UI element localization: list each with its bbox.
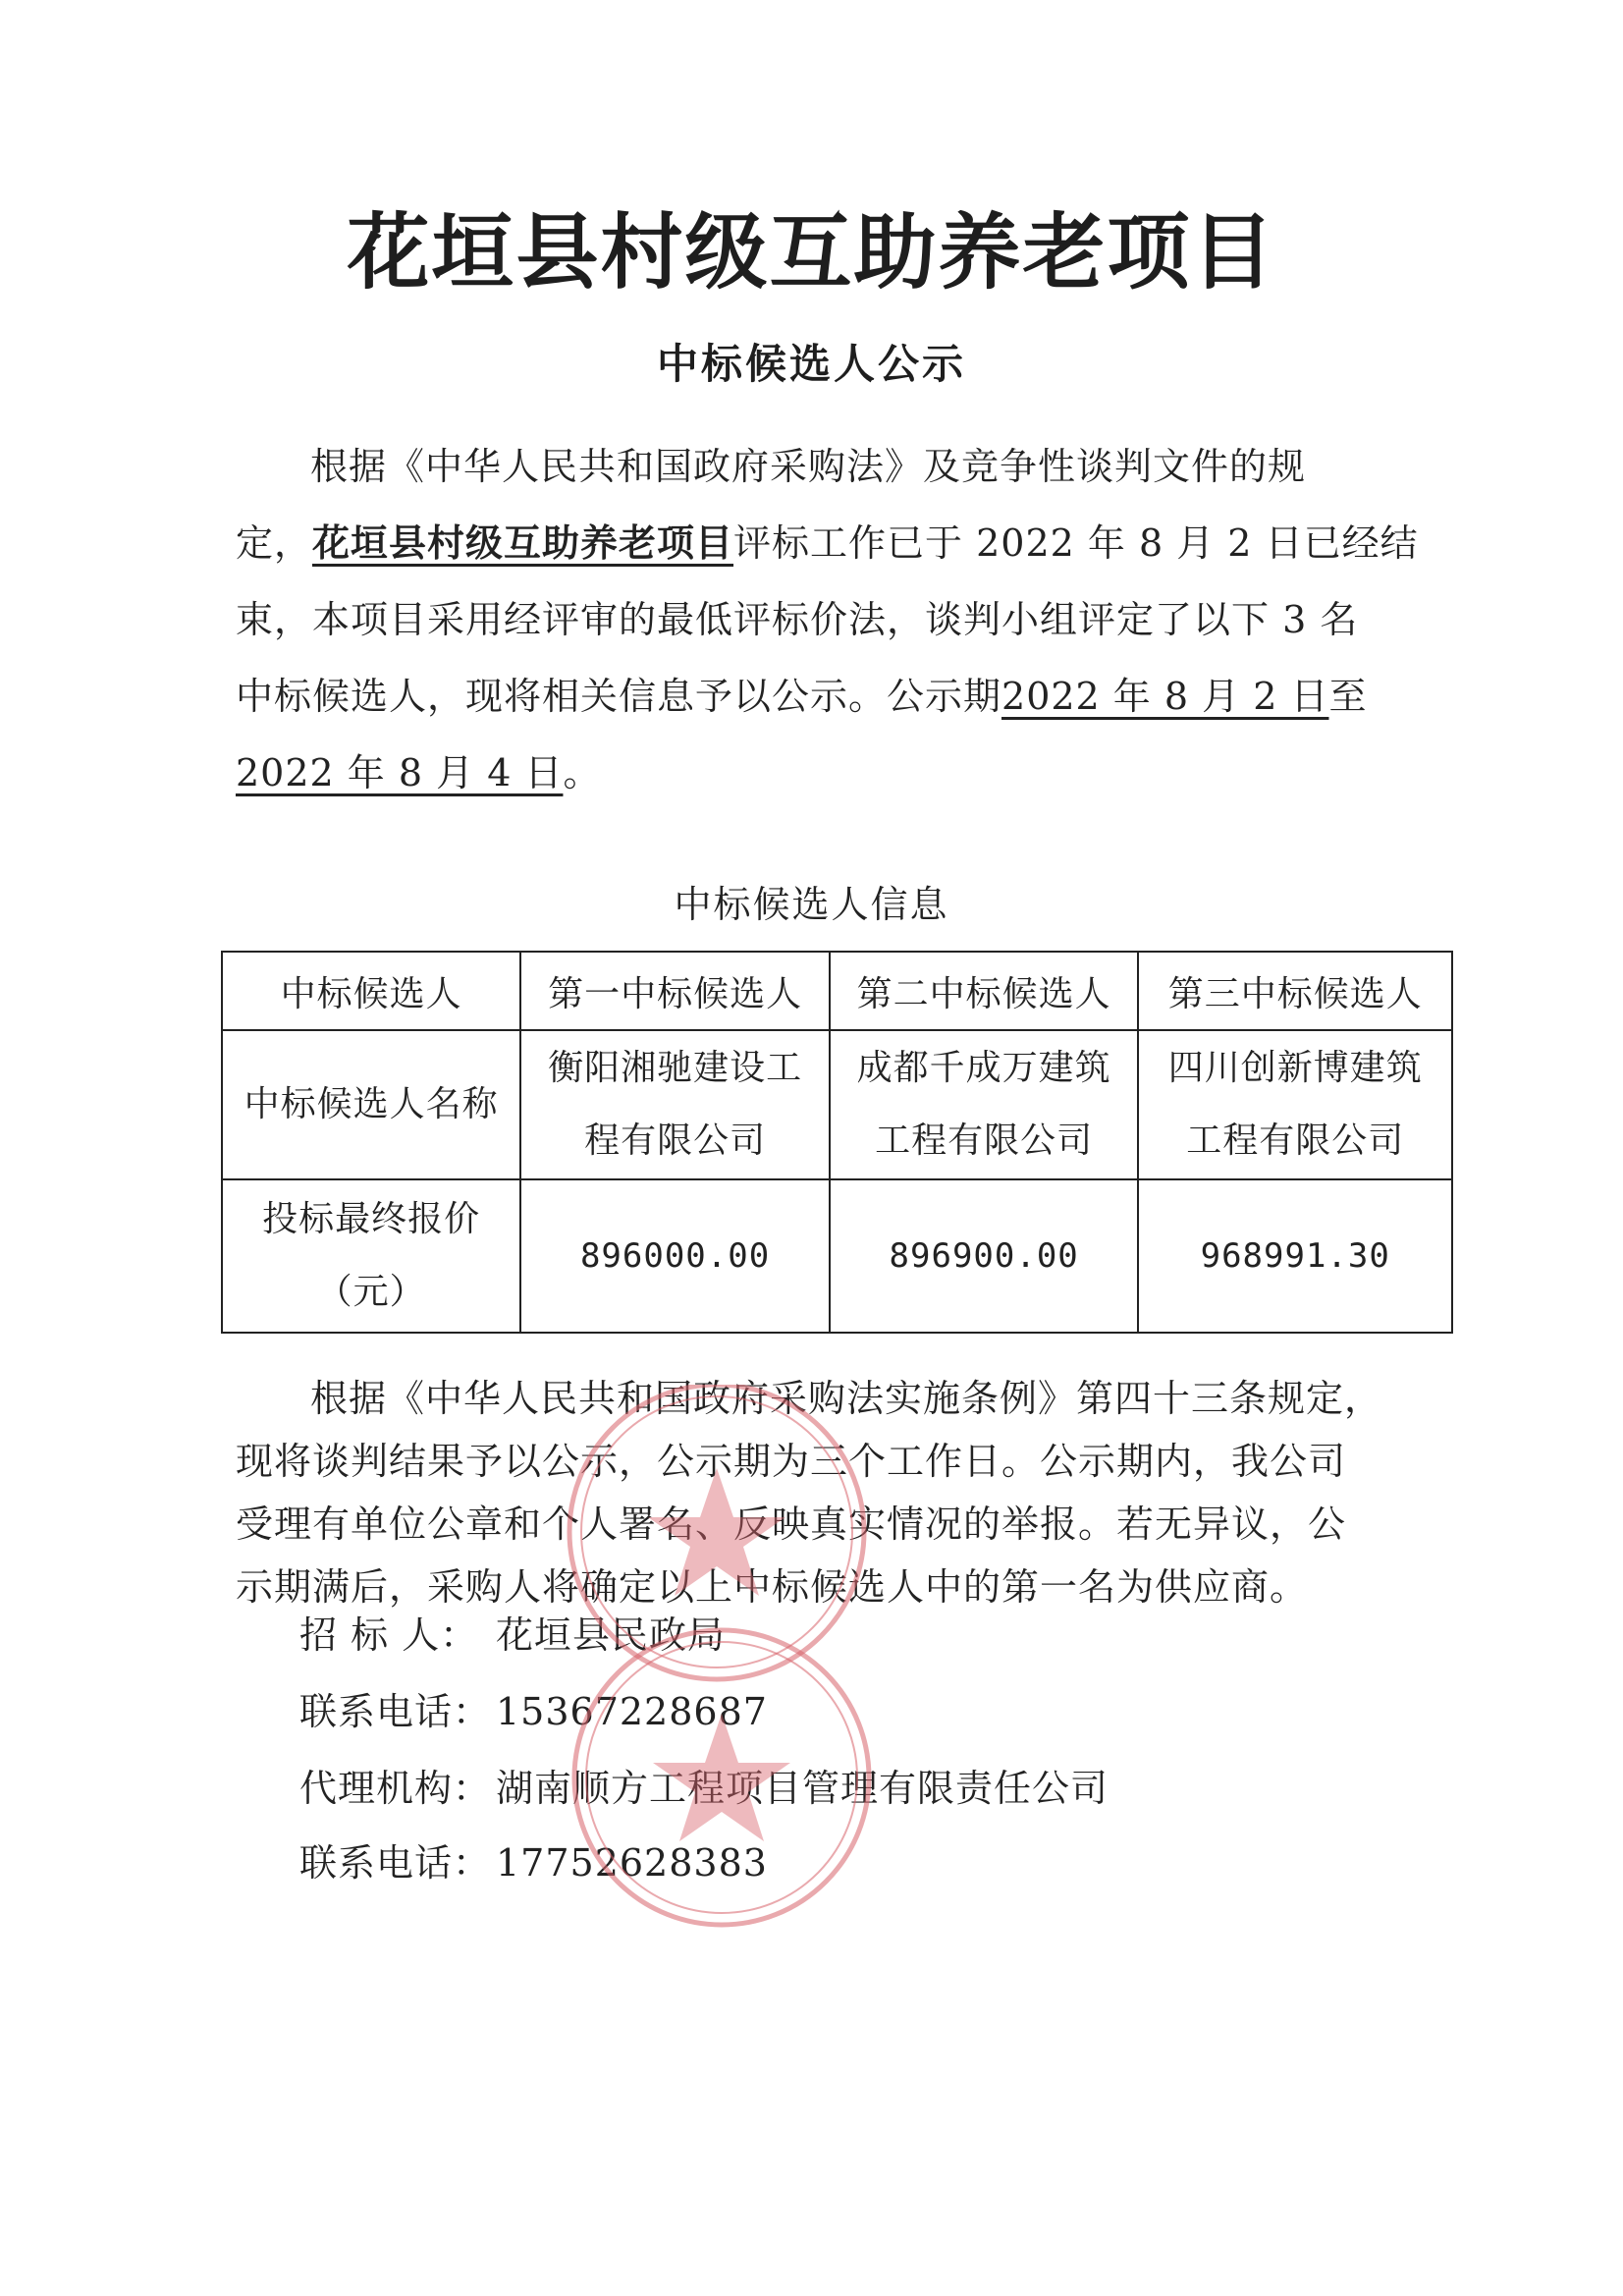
- intro-line-4-prefix: 中标候选人，现将相关信息予以公示。公示期: [236, 675, 1002, 718]
- intro-line-2-prefix: 定，: [236, 521, 313, 565]
- intro-line-1: 根据《中华人民共和国政府采购法》及竞争性谈判文件的规: [310, 445, 1307, 488]
- document-title: 花垣县村级互助养老项目: [347, 204, 1276, 301]
- header-second-candidate: 第二中标候选人: [830, 952, 1139, 1030]
- intro-line-2-suffix: 评标工作已于 2022 年 8 月 2 日已经结: [733, 521, 1419, 565]
- header-third-candidate: 第三中标候选人: [1138, 952, 1452, 1030]
- row-label-price-line-1: 投标最终报价: [262, 1199, 481, 1239]
- result-line-1: 根据《中华人民共和国政府采购法实施条例》第四十三条规定，: [310, 1377, 1383, 1420]
- second-candidate-price: 896900.00: [830, 1179, 1139, 1333]
- document-subtitle: 中标候选人公示: [656, 340, 966, 388]
- project-name: 花垣县村级互助养老项目: [312, 521, 734, 565]
- agency-phone-label: 联系电话：: [299, 1841, 492, 1885]
- intro-line-4: [236, 658, 1384, 735]
- row-label-price-line-2: （元）: [316, 1272, 426, 1312]
- intro-line-3: 束，本项目采用经评审的最低评标价法，谈判小组评定了以下 3 名: [236, 598, 1359, 641]
- table-row: [222, 952, 1452, 1030]
- third-candidate-price: 968991.30: [1138, 1179, 1452, 1333]
- table-row: [222, 1179, 1452, 1333]
- first-candidate-name-line-2: 程有限公司: [584, 1121, 767, 1161]
- result-line-4: 示期满后，采购人将确定以上中标候选人中的第一名为供应商。: [236, 1565, 1309, 1609]
- third-candidate-name-line-1: 四川创新博建筑: [1167, 1048, 1423, 1088]
- second-candidate-name-line-2: 工程有限公司: [875, 1121, 1094, 1161]
- header-first-candidate: 第一中标候选人: [520, 952, 830, 1030]
- agency-value: 湖南顺方工程项目管理有限责任公司: [496, 1767, 1109, 1810]
- result-line-2: 现将谈判结果予以公示，公示期为三个工作日。公示期内，我公司: [236, 1440, 1347, 1483]
- table-row: [222, 1030, 1452, 1179]
- agency-phone-row: [299, 1832, 768, 1886]
- third-candidate-name: [1138, 1030, 1452, 1179]
- first-candidate-name-line-1: 衡阳湘驰建设工: [548, 1048, 803, 1088]
- intro-line-4-suffix: 至: [1328, 675, 1368, 718]
- intro-paragraph: [236, 428, 1419, 811]
- result-paragraph: [236, 1367, 1384, 1618]
- intro-line-5-suffix: 。: [563, 751, 602, 794]
- row-label-price: [222, 1179, 520, 1333]
- intro-line-5: [236, 735, 1384, 811]
- buyer-row: [299, 1605, 726, 1659]
- second-candidate-name: [830, 1030, 1139, 1179]
- candidate-info-table: [221, 951, 1453, 1334]
- buyer-phone-value: 15367228687: [496, 1690, 768, 1733]
- second-candidate-name-line-1: 成都千成万建筑: [856, 1048, 1111, 1088]
- row-label-name: 中标候选人名称: [222, 1030, 520, 1179]
- intro-line-2: [236, 505, 1419, 581]
- third-candidate-name-line-2: 工程有限公司: [1186, 1121, 1405, 1161]
- publicity-start-date: 2022 年 8 月 2 日: [1001, 675, 1329, 718]
- buyer-phone-label: 联系电话：: [299, 1690, 492, 1733]
- first-candidate-price: 896000.00: [520, 1179, 830, 1333]
- first-candidate-name: [520, 1030, 830, 1179]
- buyer-phone-row: [299, 1681, 768, 1735]
- agency-row: [299, 1758, 1109, 1812]
- agency-label: 代理机构：: [299, 1767, 492, 1810]
- publicity-end-date: 2022 年 8 月 4 日: [236, 751, 564, 794]
- agency-phone-value: 17752628383: [496, 1841, 768, 1885]
- row-label-candidate: 中标候选人: [222, 952, 520, 1030]
- result-line-3: 受理有单位公章和个人署名、反映真实情况的举报。若无异议，公: [236, 1503, 1347, 1546]
- table-caption: 中标候选人信息: [674, 883, 949, 926]
- buyer-value: 花垣县民政局: [496, 1613, 727, 1657]
- buyer-label: 招 标 人：: [299, 1613, 479, 1657]
